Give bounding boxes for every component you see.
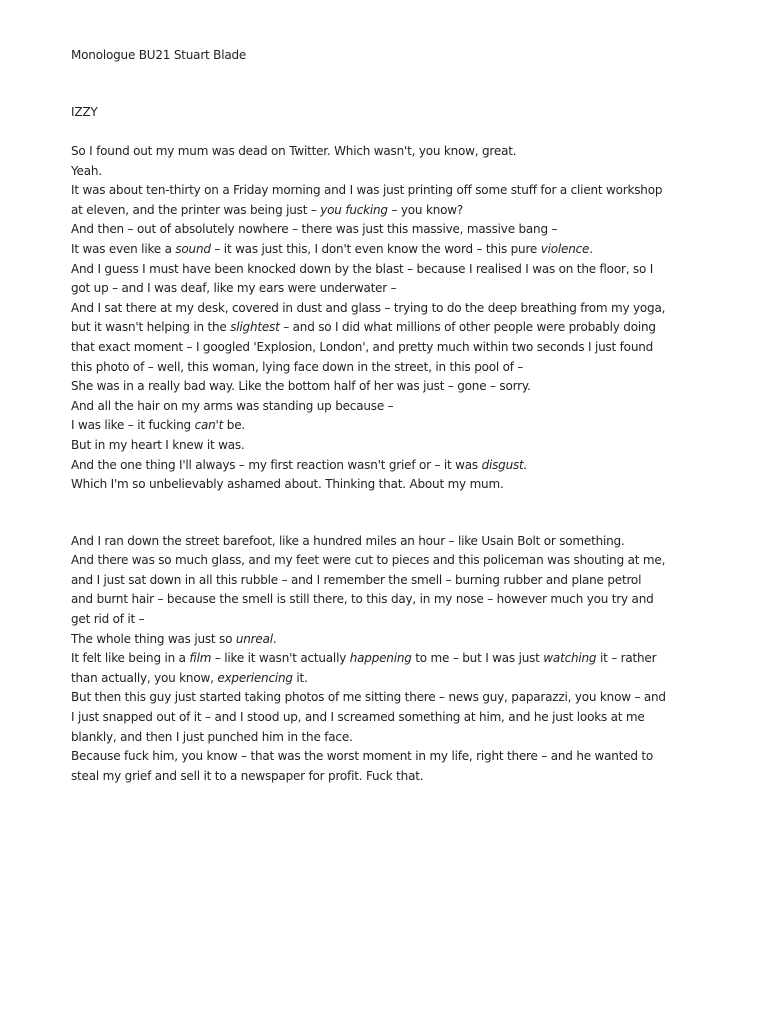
text-segment: The whole thing was just so (71, 631, 236, 646)
text-line (71, 767, 711, 787)
text-segment: and burnt hair – because the smell is still there, to this day, in my nose – however much you try and (71, 592, 654, 607)
text-line (71, 436, 711, 456)
text-segment: this photo of – well, this woman, lying face down in the street, in this pool of – (71, 359, 524, 374)
text-line (71, 299, 711, 319)
text-line (71, 590, 711, 610)
text-line (71, 220, 711, 240)
text-line (71, 338, 711, 358)
text-segment: – like it wasn't actually (211, 651, 350, 666)
text-segment: I was like – it fucking (71, 418, 195, 433)
text-segment: steal my grief and sell it to a newspaper for profit. Fuck that. (71, 768, 424, 783)
emphasis-text: film (189, 651, 212, 666)
text-line (71, 162, 711, 182)
text-segment: . (589, 241, 593, 256)
text-line (71, 610, 711, 630)
text-segment: And all the hair on my arms was standing up because – (71, 398, 394, 413)
emphasis-text: you fucking (320, 202, 388, 217)
emphasis-text: experiencing (217, 670, 293, 685)
text-line (71, 669, 711, 689)
text-segment: – it was just this, I don't even know the word – this pure (210, 241, 541, 256)
text-segment: Because fuck him, you know – that was the worst moment in my life, right there – and he wanted to (71, 749, 654, 764)
text-line (71, 377, 711, 397)
text-segment: I just snapped out of it – and I stood up, and I screamed something at him, and he just looks at me (71, 710, 645, 725)
text-segment: – and so I did what millions of other people were probably doing (279, 320, 656, 335)
monologue-paragraph-1 (71, 142, 711, 495)
text-line (71, 397, 711, 417)
text-segment: it. (292, 670, 308, 685)
emphasis-text: can't (194, 418, 224, 433)
text-segment: . (272, 631, 277, 646)
text-line (71, 358, 711, 378)
monologue-paragraph-2 (71, 532, 711, 787)
text-segment: It felt like being in a (71, 651, 190, 666)
text-segment: And I guess I must have been knocked down by the blast – because I realised I was on the floor, so I (71, 261, 654, 276)
emphasis-text: disgust. (481, 457, 528, 472)
text-line (71, 708, 711, 728)
text-line (71, 728, 711, 748)
text-line (71, 688, 711, 708)
text-line (71, 456, 711, 476)
text-segment: it – rather (596, 651, 657, 666)
emphasis-text: sound (175, 241, 211, 256)
text-line (71, 532, 711, 552)
emphasis-text: violence (540, 241, 590, 256)
text-segment: at eleven, and the printer was being just – (71, 202, 321, 217)
text-segment: to me – but I was just (411, 651, 544, 666)
text-line (71, 649, 711, 669)
text-segment: And I sat there at my desk, covered in dust and glass – trying to do the deep breathing from my yoga, (71, 300, 666, 315)
text-segment: Which I'm so unbelievably ashamed about. Thinking that. About my mum. (71, 477, 504, 492)
text-line (71, 551, 711, 571)
text-line (71, 630, 711, 650)
text-line (71, 279, 711, 299)
text-segment: And I ran down the street barefoot, like a hundred miles an hour – like Usain Bolt or something. (71, 533, 625, 548)
text-segment: And then – out of absolutely nowhere – there was just this massive, massive bang – (71, 222, 558, 237)
emphasis-text: slightest (230, 320, 280, 335)
document-page (71, 45, 711, 786)
text-segment: And there was so much glass, and my feet were cut to pieces and this policeman was shouting at me, (71, 553, 666, 568)
text-line (71, 475, 711, 495)
text-segment: be. (223, 418, 245, 433)
text-segment: got up – and I was deaf, like my ears were underwater – (71, 281, 397, 296)
text-segment: So I found out my mum was dead on Twitter. Which wasn't, you know, great. (71, 144, 517, 158)
text-segment: Yeah. (71, 163, 102, 178)
text-segment: It was even like a (71, 241, 176, 256)
text-line (71, 318, 711, 338)
emphasis-text: happening (349, 651, 412, 666)
text-line (71, 201, 711, 221)
text-segment: She was in a really bad way. Like the bottom half of her was just – gone – sorry. (71, 379, 531, 394)
text-line (71, 142, 711, 162)
text-line (71, 240, 711, 260)
text-line (71, 571, 711, 591)
text-segment: It was about ten-thirty on a Friday morning and I was just printing off some stuff for a client workshop (71, 183, 663, 198)
text-segment: blankly, and then I just punched him in the face. (71, 729, 353, 744)
text-segment: – you know? (387, 202, 464, 217)
text-line (71, 181, 711, 201)
text-line (71, 747, 711, 767)
text-line (71, 260, 711, 280)
text-segment: than actually, you know, (71, 670, 218, 685)
text-segment: that exact moment – I googled 'Explosion, London', and pretty much within two seconds I just found (71, 339, 654, 354)
text-segment: But in my heart I knew it was. (71, 437, 245, 452)
document-title: Monologue BU21 Stuart Blade (71, 48, 247, 62)
speaker-name: IZZY (71, 105, 98, 119)
text-segment: But then this guy just started taking photos of me sitting there – news guy, paparazzi, you know – and (71, 690, 666, 705)
text-segment: but it wasn't helping in the (71, 320, 231, 335)
text-segment: get rid of it – (71, 612, 145, 627)
emphasis-text: unreal (235, 631, 273, 646)
text-line (71, 416, 711, 436)
text-segment: And the one thing I'll always – my first reaction wasn't grief or – it was (71, 457, 482, 472)
text-segment: and I just sat down in all this rubble – and I remember the smell – burning rubber and plane petrol (71, 572, 642, 587)
emphasis-text: watching (543, 651, 597, 666)
